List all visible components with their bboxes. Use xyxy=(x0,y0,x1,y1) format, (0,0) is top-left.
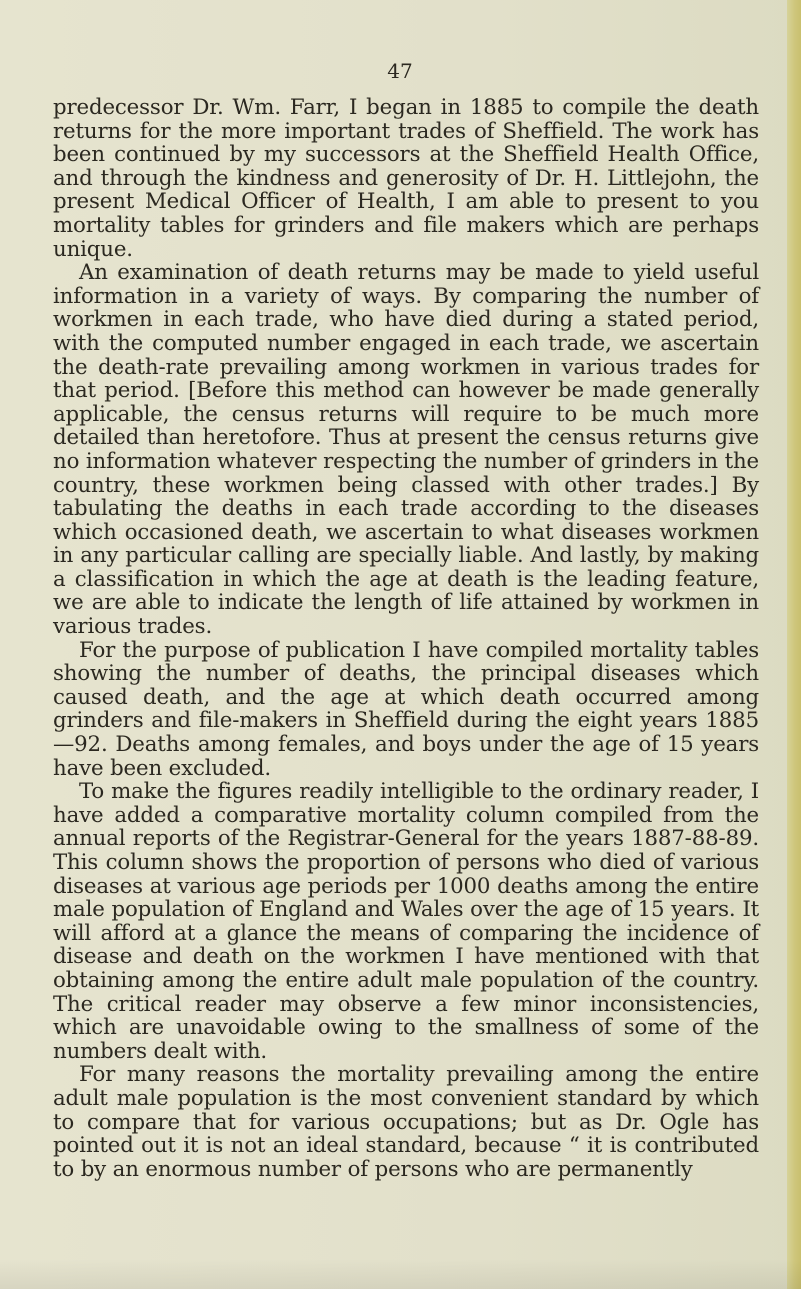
page-number: 47 xyxy=(387,59,413,83)
paragraph: To make the figures readily intelligible to the ordinary reader, I have added a comparative mortality column compiled from the annual reports of the Registrar-General for the years 1887-88-89. This column shows the proportion of persons who died of various diseases at various age periods per 1000 deaths among the entire male population of England and Wales over the age of 15 years. It will afford at a glance the means of comparing the incidence of disease and death on the workmen I have mentioned with that obtaining among the entire adult male population of the country. The critical reader may observe a few minor inconsistencies, which are unavoidable owing to the smallness of some of the numbers dealt with. xyxy=(53,779,759,1064)
paragraph: For many reasons the mortality prevailing among the entire adult male population is the most convenient standard by which to compare that for various occupations; but as Dr. Ogle has pointed out it is not an ideal standard, because “ it is contributed to by an enormous number of persons who are permanently xyxy=(53,1062,759,1182)
paragraph: predecessor Dr. Wm. Farr, I began in 1885 to compile the death returns for the more important trades of Sheffield. The work has been continued by my successors at the Sheffield Health Office, and through the kindness and generosity of Dr. H. Littlejohn, the present Medical Officer of Health, I am able to present to you mortality tables for grinders and file makers which are perhaps unique. xyxy=(53,95,759,262)
page-shadow xyxy=(0,1259,801,1289)
page-edge xyxy=(787,0,801,1289)
paragraph: An examination of death returns may be made to yield useful information in a variety of ways. By comparing the number of workmen in each trade, who have died during a stated period, with the computed number engaged in each trade, we ascertain the death-rate prevailing among workmen in various trades for that period. [Before this method can however be made generally applicable, the census returns will require to be much more detailed than heretofore. Thus at present the census returns give no information whatever respecting the number of grinders in the country, these workmen being classed with other trades.] By tabulating the deaths in each trade according to the diseases which occasioned death, we ascertain to what diseases workmen in any particular calling are specially liable. And lastly, by making a classification in which the age at death is the leading feature, we are able to indicate the length of life attained by workmen in various trades. xyxy=(53,260,760,640)
body-text xyxy=(53,96,759,1181)
paragraph: For the purpose of publication I have compiled mortality tables showing the number of deaths, the principal diseases which caused death, and the age at which death occurred among grinders and file-makers in Sheffield during the eight years 1885—92. Deaths among females, and boys under the age of 15 years have been excluded. xyxy=(53,637,759,781)
